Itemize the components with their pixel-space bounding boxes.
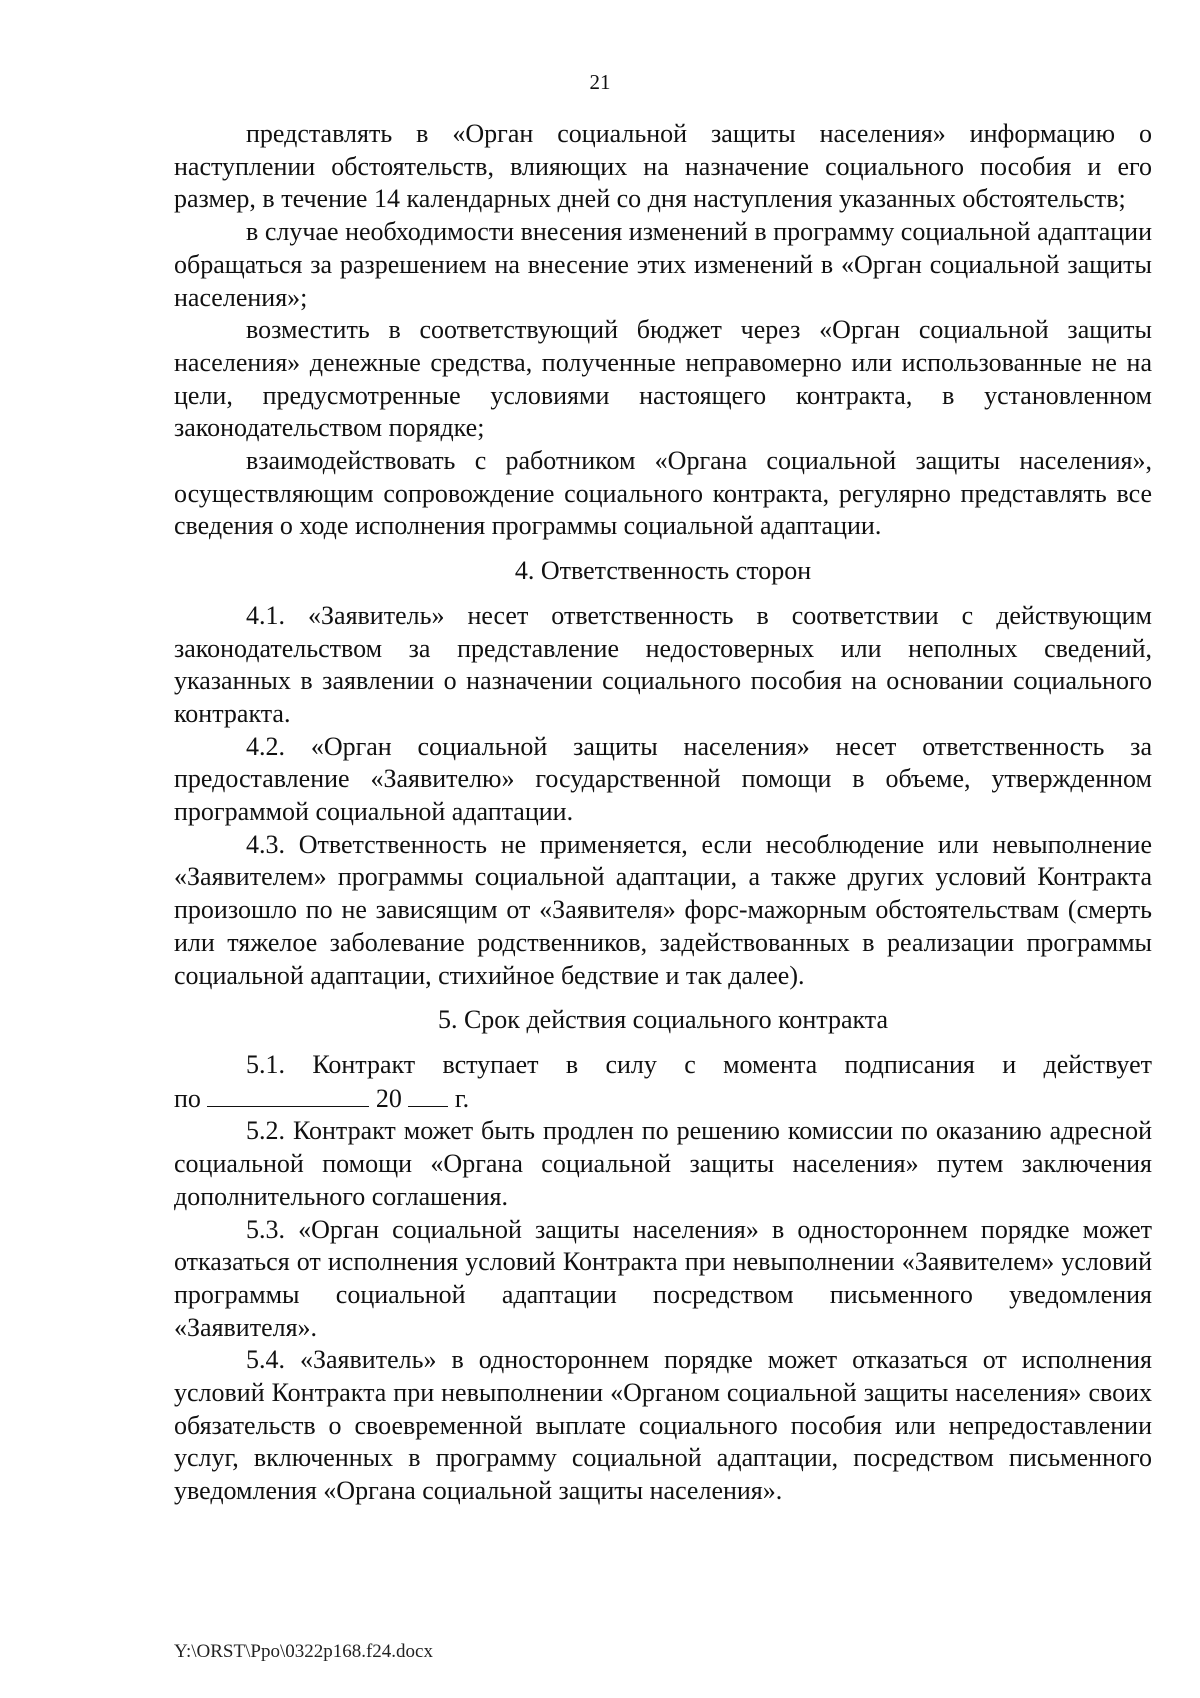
clause-5-1-po: по (174, 1083, 201, 1113)
paragraph-obligation-refund: возместить в соответствующий бюджет через «Орган социальной защиты населения» денежные средства, полученные неправомерно или использованные не на цели, предусмотренные условиями настоящего контракта, в установленном законодательством порядке; (174, 315, 1152, 443)
year-prefix: 20 (375, 1083, 402, 1113)
clause-4-1: 4.1. «Заявитель» несет ответственность в соответствии с действующим законодательством за представление недостоверных или неполных сведений, указанных в заявлении о назначении социального пособия на основании социального контракта. (174, 600, 1152, 728)
section-4-heading: 4. Ответственность сторон (514, 556, 812, 586)
paragraph-obligation-changes: в случае необходимости внесения изменений в программу социальной адаптации обращаться за разрешением на внесение этих изменений в «Орган социальной защиты населения»; (174, 217, 1152, 312)
year-blank-field[interactable] (408, 1082, 448, 1107)
page-number: 21 (589, 70, 611, 94)
clause-4-3: 4.3. Ответственность не применяется, если несоблюдение или невыполнение «Заявителем» программы социальной адаптации, а также других условий Контракта произошло по не зависящим от «Заявителя» форс-мажорным обстоятельствам (смерть или тяжелое заболевание родственников, задействованных в реализации программы социальной адаптации, стихийное бедствие и так далее). (174, 829, 1152, 990)
paragraph-obligation-cooperate: взаимодействовать с работником «Органа социальной защиты населения», осуществляющим сопровождение социального контракта, регулярно представлять все сведения о ходе исполнения программы социальной адаптации. (174, 446, 1152, 541)
clause-5-4: 5.4. «Заявитель» в одностороннем порядке может отказаться от исполнения условий Контракта при невыполнении «Органом социальной защиты населения» своих обязательств о своевременной выплате социального пособия или непредоставлении услуг, включенных в программу социальной адаптации, посредством письменного уведомления «Органа социальной защиты населения». (174, 1345, 1152, 1506)
clause-5-1 (174, 1049, 1152, 1082)
document-body (174, 118, 1152, 1508)
file-path-footer: Y:\ORST\Ppo\0322p168.f24.docx (174, 1641, 433, 1662)
date-blank-field[interactable] (207, 1082, 369, 1107)
clause-5-2: 5.2. Контракт может быть продлен по решению комиссии по оказанию адресной социальной помощи «Органа социальной защиты населения» путем заключения дополнительного соглашения. (174, 1116, 1152, 1211)
clause-4-2: 4.2. «Орган социальной защиты населения» несет ответственность за предоставление «Заявителю» государственной помощи в объеме, утвержденном программой социальной адаптации. (174, 731, 1152, 827)
section-5-heading: 5. Срок действия социального контракта (437, 1005, 889, 1035)
paragraph-obligation-inform: представлять в «Орган социальной защиты населения» информацию о наступлении обстоятельств, влияющих на назначение социального пособия и его размер, в течение 14 календарных дней со дня наступления указанных обстоятельств; (174, 119, 1152, 214)
year-suffix: г. (454, 1083, 470, 1113)
clause-5-1-date-line (174, 1082, 1152, 1116)
clause-5-1-text: 5.1. Контракт вступает в силу с момента подписания и действует (246, 1049, 1152, 1079)
clause-5-3: 5.3. «Орган социальной защиты населения» в одностороннем порядке может отказаться от исполнения условий Контракта при невыполнении «Заявителем» условий программы социальной адаптации посредством письменного уведомления «Заявителя». (174, 1214, 1152, 1342)
